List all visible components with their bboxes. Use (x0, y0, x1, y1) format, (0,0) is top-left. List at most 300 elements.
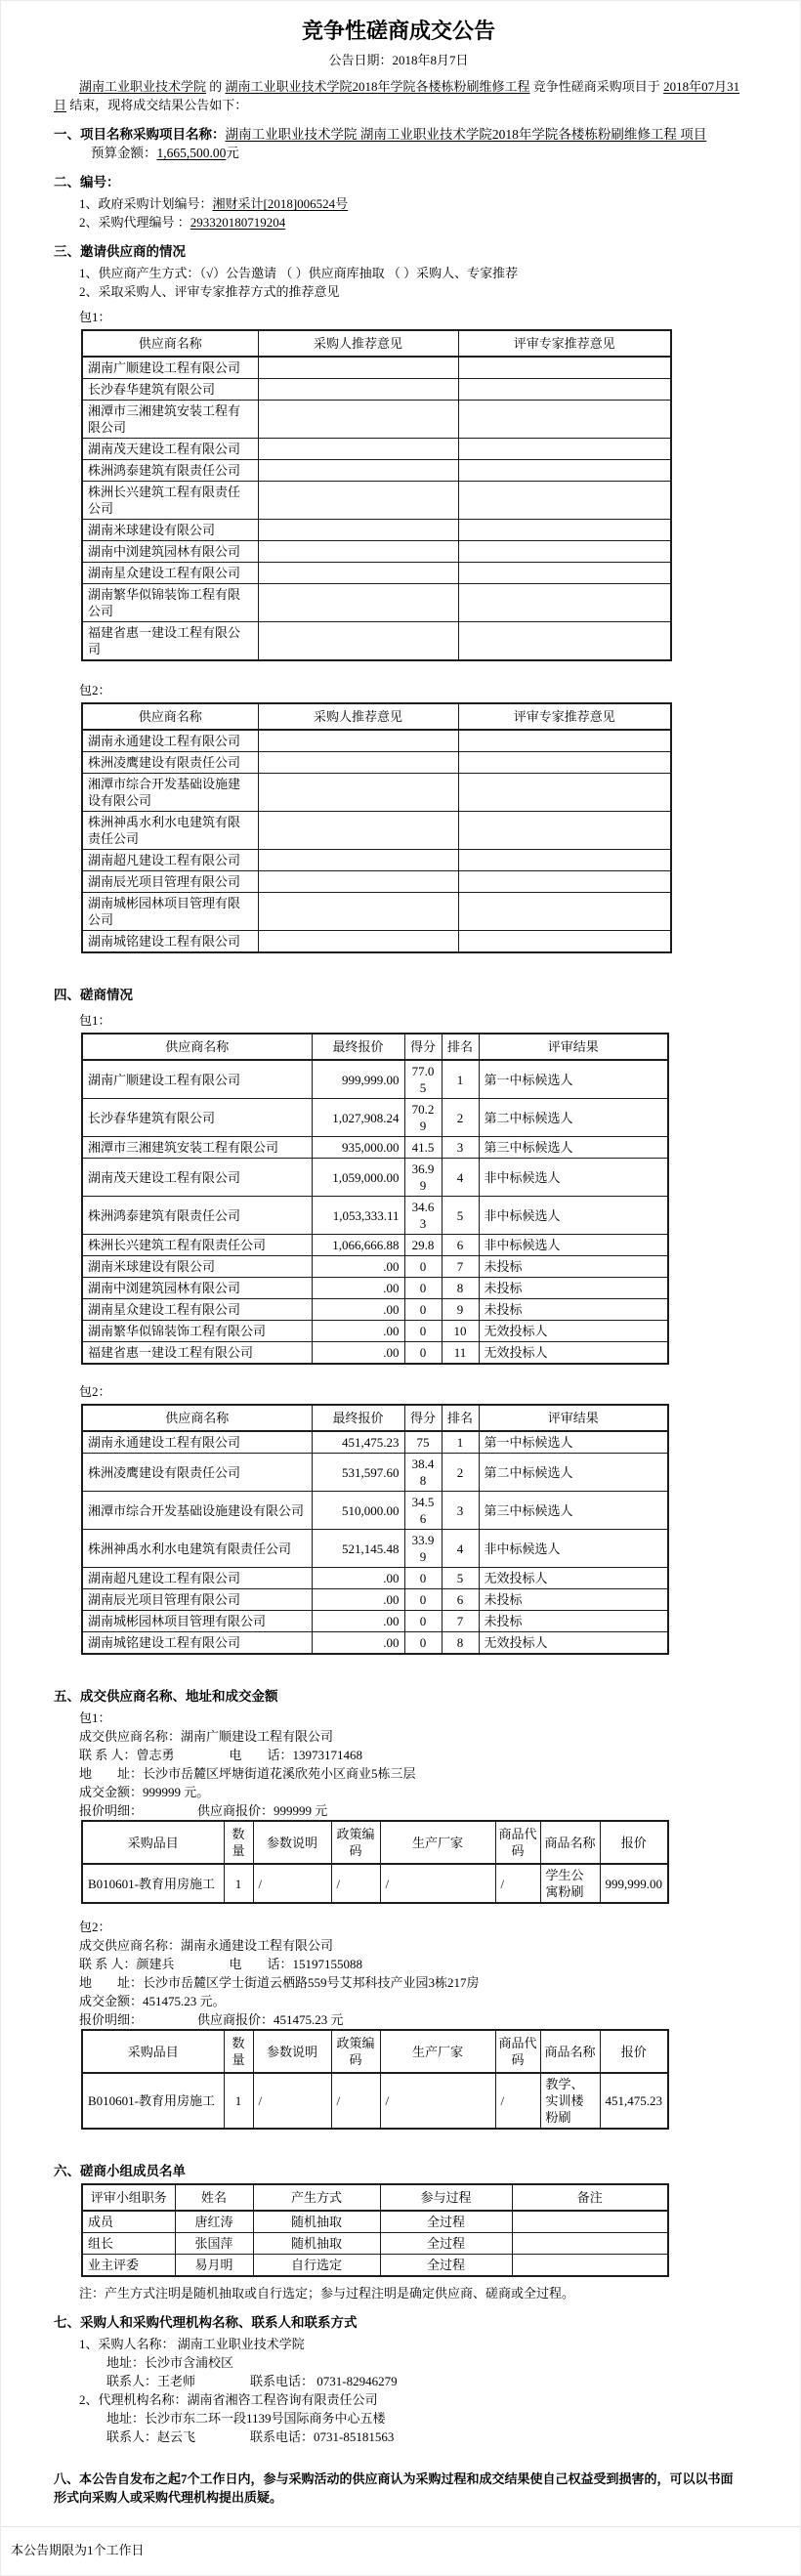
table-cell: 第三中标候选人 (479, 1492, 668, 1530)
table-row (82, 2211, 668, 2233)
panel-note: 注：产生方式注明是随机抽取或自行选定；参与过程注明是确定供应商、磋商或全过程。 (79, 2286, 575, 2301)
table-cell: 湖南辰光项目管理有限公司 (82, 1589, 312, 1611)
table-cell: 湘潭市三湘建筑安装工程有限公司 (82, 1137, 312, 1159)
header-row (82, 1034, 668, 1060)
table-cell: 29.8 (404, 1235, 442, 1256)
section5-heading: 五、成交供应商名称、地址和成交金额 (54, 1689, 278, 1704)
supplier-source-line: 1、供应商产生方式：（√）公告邀请 （ ）供应商库抽取 （ ）采购人、专家推荐 (79, 266, 519, 280)
table-cell: 8 (442, 1278, 479, 1299)
table-cell: 全过程 (380, 2233, 512, 2255)
table-cell (458, 401, 671, 439)
table-cell (512, 2255, 668, 2277)
table-cell (258, 439, 458, 460)
supplier-quote: 供应商报价：999999 元 (197, 1803, 328, 1818)
table-cell (458, 482, 671, 520)
table-cell: .00 (312, 1278, 404, 1299)
end-date: 2018年07月31日 (54, 79, 740, 112)
contact-line: 联 系 人：曾志勇 电 话：13973171468 (79, 1748, 363, 1762)
table-row (82, 1137, 668, 1159)
quote-line: 报价明细： 供应商报价：451475.23 元 (79, 2012, 344, 2027)
contact-phone: 15197155088 (292, 1957, 363, 1971)
table-cell: 无效投标人 (479, 1342, 668, 1365)
agent-contact-line: 联系人：赵云飞 联系电话：0731-85181563 (106, 2429, 395, 2444)
table-cell (458, 541, 671, 563)
column-header: 采购品目 (82, 2030, 224, 2073)
column-header: 供应商名称 (82, 703, 258, 730)
item-table-pkg2 (81, 2029, 669, 2130)
table-cell: 无效投标人 (479, 1321, 668, 1342)
table-cell: 4 (442, 1159, 479, 1197)
section3-heading: 三、邀请供应商的情况 (54, 244, 186, 259)
column-header: 最终报价 (312, 1405, 404, 1431)
table-cell (258, 584, 458, 622)
table-cell: 8 (442, 1632, 479, 1655)
table-cell (258, 730, 458, 752)
table-row (82, 1632, 668, 1655)
column-header: 排名 (442, 1405, 479, 1431)
recommend-line: 2、采取采购人、评审专家推荐方式的推荐意见 (79, 284, 340, 299)
header-row (82, 330, 671, 357)
table-cell (258, 460, 458, 482)
buyer-address-line: 地址：长沙市含浦校区 (106, 2355, 234, 2370)
table-cell: / (331, 2073, 380, 2129)
table-cell: 未投标 (479, 1611, 668, 1632)
table-row (82, 1159, 668, 1197)
table-cell: 38.48 (404, 1454, 442, 1492)
table-cell: 451,475.23 (312, 1431, 404, 1454)
table-row (82, 1611, 668, 1632)
table-cell (258, 850, 458, 871)
table-cell: 5 (442, 1568, 479, 1589)
column-header: 采购人推荐意见 (258, 330, 458, 357)
winner-address: 长沙市岳麓区学士街道云栖路559号艾邦科技产业园3栋217房 (143, 1975, 480, 1990)
table-cell (258, 774, 458, 812)
table-cell (258, 379, 458, 401)
buyer-name: 湖南工业职业技术学院 (79, 79, 207, 94)
table-cell: 非中标候选人 (479, 1197, 668, 1235)
table-cell: / (253, 2073, 331, 2129)
table-cell (458, 357, 671, 379)
table-cell (258, 871, 458, 893)
column-header: 评审专家推荐意见 (458, 703, 671, 730)
table-cell: 36.99 (404, 1159, 442, 1197)
table-cell: 福建省惠一建设工程有限公司 (82, 1342, 312, 1365)
table-cell: 77.05 (404, 1060, 442, 1099)
table-cell: / (380, 1864, 495, 1903)
table-cell: 株洲长兴建筑工程有限责任公司 (82, 482, 258, 520)
table-row (82, 774, 671, 812)
header-row (82, 703, 671, 730)
column-header: 供应商名称 (82, 1405, 312, 1431)
column-header: 生产厂家 (380, 2030, 495, 2073)
table-row (82, 1060, 668, 1099)
table-cell: 0 (404, 1278, 442, 1299)
contact-person: 颜建兵 (136, 1957, 175, 1971)
column-header: 产生方式 (253, 2184, 380, 2211)
table-cell: 531,597.60 (312, 1454, 404, 1492)
table-cell: 张国萍 (175, 2233, 253, 2255)
table-cell (258, 752, 458, 774)
table-cell (258, 541, 458, 563)
table-cell: 湖南永通建设工程有限公司 (82, 730, 258, 752)
table-cell: 株洲长兴建筑工程有限责任公司 (82, 1235, 312, 1256)
table-cell: 5 (442, 1197, 479, 1235)
table-cell: 70.29 (404, 1099, 442, 1137)
column-header: 数量 (224, 1821, 253, 1864)
table-cell (458, 520, 671, 541)
table-cell (458, 563, 671, 584)
table-cell: / (253, 1864, 331, 1903)
table-cell: 第二中标候选人 (479, 1099, 668, 1137)
table-row (82, 2255, 668, 2277)
header-row (82, 2184, 668, 2211)
item-table-pkg1 (81, 1820, 669, 1904)
table-cell: / (495, 2073, 540, 2129)
table-row (82, 730, 671, 752)
table-cell: B010601-教育用房施工 (82, 1864, 224, 1903)
table-row (82, 460, 671, 482)
header-row (82, 2030, 668, 2073)
table-cell: 4 (442, 1530, 479, 1568)
table-row (82, 1530, 668, 1568)
table-cell: 株洲鸿泰建筑有限责任公司 (82, 460, 258, 482)
table-cell: 34.63 (404, 1197, 442, 1235)
column-header: 商品名称 (540, 1821, 600, 1864)
section4-heading: 四、磋商情况 (54, 988, 133, 1002)
table-cell: 自行选定 (253, 2255, 380, 2277)
table-cell (458, 730, 671, 752)
quote-line: 报价明细： 供应商报价：999999 元 (79, 1803, 328, 1818)
table-cell: 湖南广顺建设工程有限公司 (82, 357, 258, 379)
table-cell: 湖南城彬园林项目管理有限公司 (82, 893, 258, 931)
table-cell: 3 (442, 1492, 479, 1530)
award-amount: 999999 元。 (143, 1785, 210, 1799)
section8-text: 八、本公告自发布之起7个工作日内，参与采购活动的供应商认为采购过程和成交结果使自己权益受到损害的，可以以书面形式向采购人或采购代理机构提出质疑。 (54, 2471, 734, 2505)
table-cell: 湖南中浏建筑园林有限公司 (82, 541, 258, 563)
table-cell: 9 (442, 1299, 479, 1321)
buyer-contact-line: 联系人：王老师 联系电话： 0731-82946279 (106, 2374, 398, 2388)
pkg1-label: 包1： (79, 310, 111, 324)
table-row (82, 1589, 668, 1611)
table-cell: .00 (312, 1321, 404, 1342)
table-cell (258, 622, 458, 661)
pkg1-label: 包1： (79, 1710, 111, 1725)
table-cell (458, 379, 671, 401)
plan-number-line: 1、政府采购计划编号：湘财采计[2018]006524号 (79, 196, 349, 211)
table-row (82, 1099, 668, 1137)
column-header: 排名 (442, 1034, 479, 1060)
table-cell: 第三中标候选人 (479, 1137, 668, 1159)
agency-number-line: 2、采购代理编号 ：293320180719204 (79, 215, 286, 230)
panel-members-table (81, 2183, 669, 2277)
table-cell (512, 2211, 668, 2233)
table-cell (458, 584, 671, 622)
table-cell: 0 (404, 1299, 442, 1321)
header-row (82, 1821, 668, 1864)
budget-label: 预算金额： (91, 146, 157, 160)
table-row (82, 1235, 668, 1256)
table-cell: 1 (442, 1060, 479, 1099)
table-cell: 福建省惠一建设工程有限公司 (82, 622, 258, 661)
table-cell: 湖南繁华似锦装饰工程有限公司 (82, 1321, 312, 1342)
table-cell: 1 (224, 1864, 253, 1903)
table-cell: 521,145.48 (312, 1530, 404, 1568)
budget-amount: 1,665,500.00 (156, 146, 227, 160)
table-cell: 无效投标人 (479, 1568, 668, 1589)
table-cell: 2 (442, 1454, 479, 1492)
table-row (82, 2233, 668, 2255)
column-header: 评审结果 (479, 1034, 668, 1060)
table-cell: 湖南城铭建设工程有限公司 (82, 1632, 312, 1655)
table-row (82, 812, 671, 850)
table-row (82, 541, 671, 563)
column-header: 采购人推荐意见 (258, 703, 458, 730)
table-cell: 湖南超凡建设工程有限公司 (82, 1568, 312, 1589)
column-header: 商品代码 (495, 1821, 540, 1864)
table-cell: 全过程 (380, 2255, 512, 2277)
amount-line: 成交金额：999999 元。 (79, 1785, 210, 1799)
table-row (82, 1321, 668, 1342)
table-cell: B010601-教育用房施工 (82, 2073, 224, 2129)
table-cell: 株洲鸿泰建筑有限责任公司 (82, 1197, 312, 1235)
table-cell: 第一中标候选人 (479, 1431, 668, 1454)
table-cell (458, 622, 671, 661)
column-header: 采购品目 (82, 1821, 224, 1864)
table-cell: 3 (442, 1137, 479, 1159)
column-header: 数量 (224, 2030, 253, 2073)
column-header: 供应商名称 (82, 1034, 312, 1060)
amount-line: 成交金额：451475.23 元。 (79, 1994, 226, 2008)
table-cell: 1,059,000.00 (312, 1159, 404, 1197)
column-header: 报价 (600, 1821, 668, 1864)
pkg2-label: 包2： (79, 1920, 111, 1934)
table-cell: .00 (312, 1611, 404, 1632)
table-cell: 未投标 (479, 1299, 668, 1321)
table-row (82, 1864, 668, 1903)
table-cell (512, 2233, 668, 2255)
table-cell: 组长 (82, 2233, 175, 2255)
table-cell: 0 (404, 1568, 442, 1589)
table-row (82, 563, 671, 584)
table-cell: 41.5 (404, 1137, 442, 1159)
table-cell: 湖南城铭建设工程有限公司 (82, 931, 258, 953)
table-row (82, 1568, 668, 1589)
table-row (82, 893, 671, 931)
table-row (82, 2073, 668, 2129)
pkg1-label: 包1： (79, 1013, 111, 1028)
table-row (82, 357, 671, 379)
table-cell: 湘潭市三湘建筑安装工程有限公司 (82, 401, 258, 439)
winner-name-line: 成交供应商名称：湖南广顺建设工程有限公司 (79, 1729, 334, 1744)
table-cell: / (495, 1864, 540, 1903)
invite-table-pkg1 (81, 329, 672, 661)
table-cell: 湖南辰光项目管理有限公司 (82, 871, 258, 893)
section2-heading: 二、编号： (54, 175, 120, 190)
table-row (82, 1278, 668, 1299)
table-cell: 成员 (82, 2211, 175, 2233)
buyer-phone: 联系电话： 0731-82946279 (250, 2374, 398, 2388)
contact-line: 联 系 人：颜建兵 电 话：15197155088 (79, 1957, 363, 1971)
column-header: 姓名 (175, 2184, 253, 2211)
supplier-quote: 供应商报价：451475.23 元 (197, 2012, 344, 2027)
table-cell (258, 812, 458, 850)
table-cell (258, 931, 458, 953)
table-cell: .00 (312, 1568, 404, 1589)
table-cell: 唐红涛 (175, 2211, 253, 2233)
agency-number: 293320180719204 (190, 215, 286, 230)
column-header: 评审专家推荐意见 (458, 330, 671, 357)
table-cell: 1 (442, 1431, 479, 1454)
table-cell: 非中标候选人 (479, 1235, 668, 1256)
address-line: 地 址：长沙市岳麓区学士街道云栖路559号艾邦科技产业园3栋217房 (79, 1975, 480, 1990)
table-cell (458, 812, 671, 850)
table-cell: 湖南米球建设有限公司 (82, 1256, 312, 1278)
buyer-name-line: 1、采购人名称： 湖南工业职业技术学院 (79, 2337, 305, 2351)
table-cell: 易月明 (175, 2255, 253, 2277)
table-cell: 株洲凌鹰建设有限责任公司 (82, 752, 258, 774)
column-header: 最终报价 (312, 1034, 404, 1060)
table-cell: 湖南星众建设工程有限公司 (82, 1299, 312, 1321)
column-header: 参与过程 (380, 2184, 512, 2211)
section1-project-value: 湖南工业职业技术学院 湖南工业职业技术学院2018年学院各楼栋粉刷维修工程 项目 (225, 127, 707, 142)
table-cell (258, 482, 458, 520)
announcement-date: 公告日期：2018年8月7日 (328, 53, 469, 67)
winner-name: 湖南永通建设工程有限公司 (181, 1938, 334, 1953)
table-cell (458, 893, 671, 931)
table-cell: 2 (442, 1099, 479, 1137)
table-cell: 未投标 (479, 1278, 668, 1299)
table-cell: 1,027,908.24 (312, 1099, 404, 1137)
column-header: 生产厂家 (380, 1821, 495, 1864)
table-cell (458, 774, 671, 812)
table-cell: / (380, 2073, 495, 2129)
table-row (82, 1299, 668, 1321)
column-header: 备注 (512, 2184, 668, 2211)
table-row (82, 439, 671, 460)
table-cell: 0 (404, 1632, 442, 1655)
table-cell: 湖南茂天建设工程有限公司 (82, 1159, 312, 1197)
column-header: 政策编码 (331, 1821, 380, 1864)
table-cell: 7 (442, 1611, 479, 1632)
table-cell: 湘潭市综合开发基础设施建设有限公司 (82, 1492, 312, 1530)
table-cell: .00 (312, 1256, 404, 1278)
column-header: 参数说明 (253, 1821, 331, 1864)
header-row (82, 1405, 668, 1431)
table-row (82, 584, 671, 622)
table-row (82, 379, 671, 401)
table-cell (258, 357, 458, 379)
intro-paragraph: 湖南工业职业技术学院 的 湖南工业职业技术学院2018年学院各楼栋粉刷维修工程 竞争性磋商采购项目于 2018年07月31日 结束，现将成交结果公告如下： (54, 79, 740, 112)
table-row (82, 401, 671, 439)
column-header: 报价 (600, 2030, 668, 2073)
table-cell: 1,066,666.88 (312, 1235, 404, 1256)
winner-name: 湖南广顺建设工程有限公司 (181, 1729, 334, 1744)
table-cell: / (331, 1864, 380, 1903)
page-title: 竞争性磋商成交公告 (301, 19, 495, 43)
table-cell: 未投标 (479, 1589, 668, 1611)
table-cell: 6 (442, 1235, 479, 1256)
table-cell: 0 (404, 1342, 442, 1365)
table-cell (458, 871, 671, 893)
column-header: 评审小组职务 (82, 2184, 175, 2211)
table-cell: 第二中标候选人 (479, 1454, 668, 1492)
table-cell: 7 (442, 1256, 479, 1278)
table-cell: 湖南广顺建设工程有限公司 (82, 1060, 312, 1099)
agent-address-line: 地址：长沙市东二环一段1139号国际商务中心五楼 (106, 2411, 386, 2426)
table-cell: 1,053,333.11 (312, 1197, 404, 1235)
table-cell: 教学、实训楼粉刷 (540, 2073, 600, 2129)
negotiation-table-pkg2 (81, 1404, 669, 1655)
table-cell: 10 (442, 1321, 479, 1342)
table-cell (258, 893, 458, 931)
contact-phone: 13973171468 (292, 1748, 363, 1762)
column-header: 得分 (404, 1034, 442, 1060)
column-header: 得分 (404, 1405, 442, 1431)
table-cell: 随机抽取 (253, 2233, 380, 2255)
table-cell: 0 (404, 1321, 442, 1342)
table-cell (258, 520, 458, 541)
agent-phone: 联系电话：0731-85181563 (250, 2429, 395, 2444)
table-row (82, 520, 671, 541)
table-cell: 34.56 (404, 1492, 442, 1530)
project-name: 湖南工业职业技术学院2018年学院各楼栋粉刷维修工程 (225, 79, 530, 94)
table-cell: 非中标候选人 (479, 1159, 668, 1197)
table-row (82, 931, 671, 953)
table-cell: 6 (442, 1589, 479, 1611)
table-cell: 湖南城彬园林项目管理有限公司 (82, 1611, 312, 1632)
winner-address: 长沙市岳麓区坪塘街道花溪欣苑小区商业5栋三层 (143, 1766, 416, 1781)
table-row (82, 1431, 668, 1454)
table-row (82, 482, 671, 520)
table-row (82, 622, 671, 661)
column-header: 供应商名称 (82, 330, 258, 357)
address-line: 地 址：长沙市岳麓区坪塘街道花溪欣苑小区商业5栋三层 (79, 1766, 416, 1781)
table-cell (458, 850, 671, 871)
column-header: 政策编码 (331, 2030, 380, 2073)
column-header: 参数说明 (253, 2030, 331, 2073)
agent-name-line: 2、代理机构名称：湖南省湘咨工程咨询有限责任公司 (79, 2392, 378, 2407)
table-cell: 全过程 (380, 2211, 512, 2233)
contact-person: 曾志勇 (136, 1748, 175, 1762)
table-cell (258, 563, 458, 584)
table-cell (458, 460, 671, 482)
table-cell: 451,475.23 (600, 2073, 668, 2129)
table-row (82, 752, 671, 774)
table-cell: 长沙春华建筑有限公司 (82, 1099, 312, 1137)
table-cell: 湖南繁华似锦装饰工程有限公司 (82, 584, 258, 622)
table-cell: 湖南超凡建设工程有限公司 (82, 850, 258, 871)
announcement-period-footer (1, 2526, 800, 2575)
section1-heading: 一、项目名称采购项目名称：湖南工业职业技术学院 湖南工业职业技术学院2018年学院各楼栋粉刷维修工程 项目预算金额：1,665,500.00元 (54, 127, 707, 160)
table-cell: 湘潭市综合开发基础设施建设有限公司 (82, 774, 258, 812)
table-row (82, 1256, 668, 1278)
table-cell: 业主评委 (82, 2255, 175, 2277)
table-cell: 无效投标人 (479, 1632, 668, 1655)
table-cell: 湖南永通建设工程有限公司 (82, 1431, 312, 1454)
table-cell: 学生公寓粉刷 (540, 1864, 600, 1903)
table-cell: 株洲神禹水利水电建筑有限责任公司 (82, 812, 258, 850)
pkg2-label: 包2： (79, 683, 111, 697)
table-cell: .00 (312, 1589, 404, 1611)
table-cell: 935,000.00 (312, 1137, 404, 1159)
table-cell: .00 (312, 1299, 404, 1321)
table-cell: 11 (442, 1342, 479, 1365)
table-cell: 长沙春华建筑有限公司 (82, 379, 258, 401)
table-cell: 湖南星众建设工程有限公司 (82, 563, 258, 584)
section7-heading: 七、采购人和采购代理机构名称、联系人和联系方式 (54, 2315, 358, 2330)
table-cell: 第一中标候选人 (479, 1060, 668, 1099)
award-amount: 451475.23 元。 (143, 1994, 226, 2008)
